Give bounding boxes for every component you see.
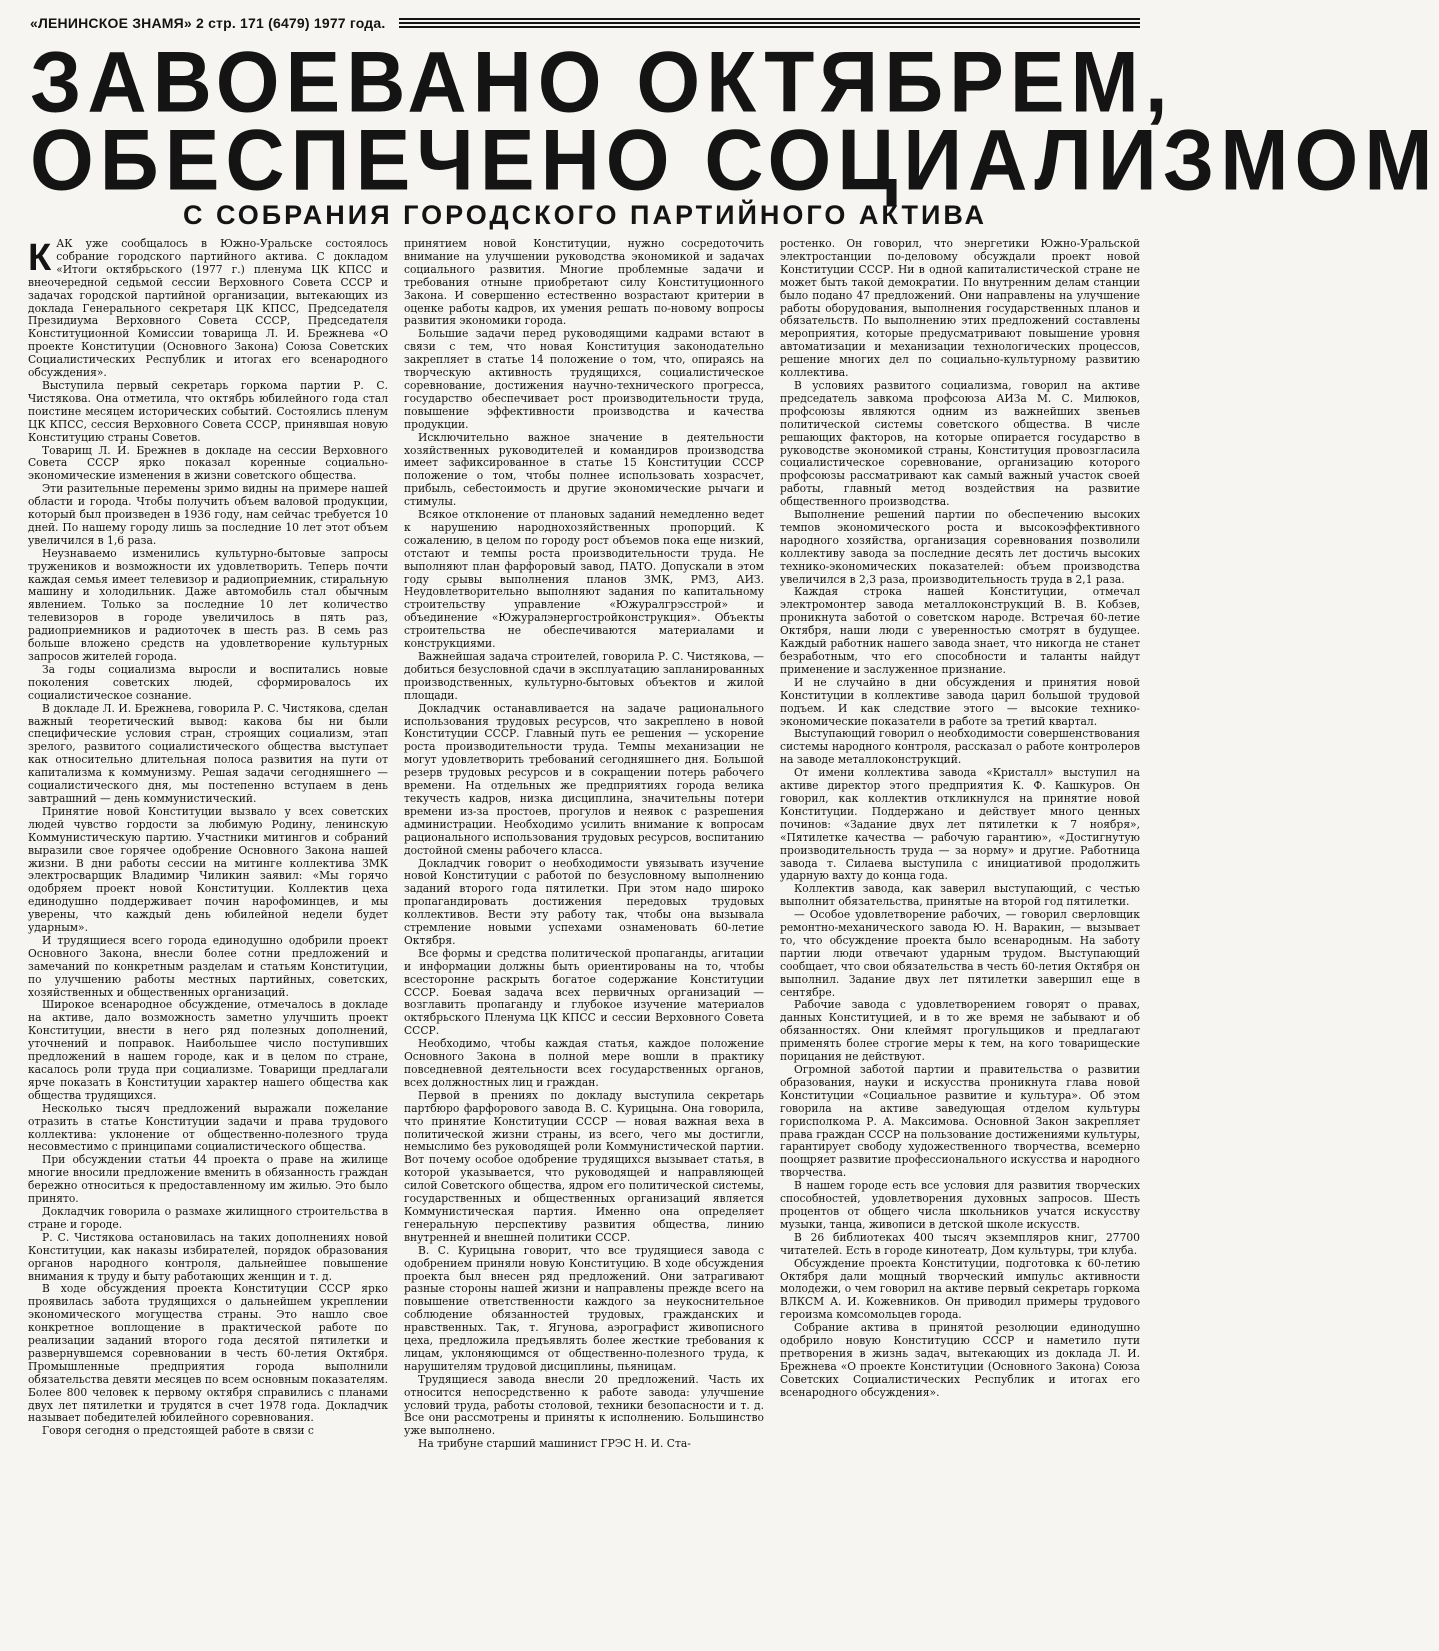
- article-paragraph: Огромной заботой партии и правительства о развитии образования, науки и искусства проникнута глава новой Конституции «Социальное развитие и культура». Об этом говорила на активе заведующая отделом культуры горисполкома Р. А. Максимова. Основной Закон закрепляет права граждан СССР на пользование достижениями культуры, гарантирует свободу художественного творчества, всемерно поощряет развитие профессионального искусства и народного творчества.: [780, 1063, 1140, 1180]
- article-columns: [28, 238, 1140, 1643]
- article-paragraph: принятием новой Конституции, нужно сосредоточить внимание на улучшении руководства экономикой и задачах социального развития. Многие проблемные задачи и требования отныне приобретают силу Конституционного Закона. И совершенно естественно возрастают критерии в оценке работы кадров, их умения решать по-новому вопросы развития экономики города.: [404, 237, 764, 328]
- article-paragraph: Всякое отклонение от плановых заданий немедленно ведет к нарушению народнохозяйственных пропорций. К сожалению, в целом по городу рост объемов пока еще низкий, отстают и темпы роста производительности труда. Не выполняют план фарфоровый завод, ПАТО. Допускали в этом году срывы выполнения планов ЗМК, РМЗ, АИЗ. Неудовлетворительно выполняют задания по капитальному строительству управление «Южуралгрэсстрой» и объединение «Южуралэнергостройконструкция». Объекты строительства не обеспечиваются материалами и конструкциями.: [404, 508, 764, 651]
- article-paragraph: Обсуждение проекта Конституции, подготовка к 60-летию Октября дали мощный творческий импульс активности молодежи, о чем говорил на активе первый секретарь горкома ВЛКСМ А. И. Кожевников. Он приводил примеры трудового героизма комсомольцев города.: [780, 1256, 1140, 1322]
- article-paragraph: Большие задачи перед руководящими кадрами встают в связи с тем, что новая Конституция законодательно закрепляет в статье 14 положение о том, что, опираясь на творческую активность трудящихся, социалистическое соревнование, достижения научно-технического прогресса, государство обеспечивает рост производительности труда, повышение эффективности производства и качества продукции.: [404, 327, 764, 431]
- article-paragraph: Докладчик останавливается на задаче рационального использования трудовых ресурсов, что закреплено в новой Конституции СССР. Главный путь ее решения — ускорение роста производительности труда. Темпы механизации не могут удовлетворить требований сегодняшнего дня. Большой резерв трудовых ресурсов и в сокращении потерь рабочего времени. На отдельных же предприятиях города велика текучесть кадров, низка дисциплина, значительны потери времени из-за простоев, прогулов и неявок с разрешения администрации. Необходимо усилить внимание к вопросам рационального использования трудовых ресурсов, воспитанию достойной смены рабочего класса.: [404, 701, 764, 857]
- headline-line-2: ОБЕСПЕЧЕНО СОЦИАЛИЗМОМ: [30, 112, 1439, 209]
- article-paragraph: Важнейшая задача строителей, говорила Р. С. Чистякова, — добиться безусловной сдачи в эксплуатацию запланированных производственных, культурно-бытовых объектов и жилой площади.: [404, 650, 764, 702]
- article-paragraph: Выступающий говорил о необходимости совершенствования системы народного контроля, рассказал о работе контролеров на заводе металлоконструкций.: [780, 727, 1140, 767]
- article-paragraph: Товарищ Л. И. Брежнев в докладе на сессии Верховного Совета СССР ярко показал коренные социально-экономические изменения в жизни советского общества.: [28, 443, 388, 483]
- article-paragraph: В ходе обсуждения проекта Конституции СССР ярко проявилась забота трудящихся о дальнейшем укреплении экономического могущества страны. Это нашло свое конкретное воплощение в практической работе по реализации заданий второго года десятой пятилетки и развернувшемся соревновании в честь 60-летия Октября. Промышленные предприятия города выполнили обязательства девяти месяцев по всем основным показателям. Более 800 человек к первому октября справились с планами двух лет пятилетки и трудятся в счет 1978 года. Докладчик называет победителей юбилейного соревнования.: [28, 1282, 388, 1425]
- article-paragraph: В условиях развитого социализма, говорил на активе председатель завкома профсоюза АИЗа М. С. Милюков, профсоюзы являются одним из важнейших звеньев политической системы советского общества. В числе решающих факторов, на которые опирается государство в руководстве экономикой страны, Конституция провозгласила социалистическое соревнование, организацию которого профсоюзы рассматривают как самый важный участок своей работы, главный метод воздействия на развитие общественного производства.: [780, 378, 1140, 509]
- masthead: [30, 8, 1140, 38]
- masthead-rule: [399, 18, 1140, 28]
- article-paragraph: На трибуне старший машинист ГРЭС Н. И. Ста-: [418, 1437, 691, 1451]
- article-paragraph: ростенко. Он говорил, что энергетики Южно-Уральской электростанции по-деловому обсуждали проект новой Конституции СССР. Ни в одной капиталистической стране не может быть такой демократии. По внутренним делам станции было подано 47 предложений. Они направлены на улучшение работы оборудования, выполнения государственных планов и обязательств. По выполнению этих предложений составлены мероприятия, которые предусматривают повышение уровня автоматизации и механизации технологических процессов, решение многих дел по социально-культурному развитию коллектива.: [780, 237, 1140, 380]
- article-paragraph: Необходимо, чтобы каждая статья, каждое положение Основного Закона в полной мере вошли в практику повседневной деятельности всех государственных органов, всех должностных лиц и граждан.: [404, 1037, 764, 1089]
- article-paragraph: Исключительно важное значение в деятельности хозяйственных руководителей и командиров производства имеет зафиксированное в статье 15 Конституции СССР положение о том, чтобы полнее использовать хозрасчет, прибыль, себестоимость и другие экономические рычаги и стимулы.: [404, 430, 764, 509]
- article-paragraph: Первой в прениях по докладу выступила секретарь партбюро фарфорового завода В. С. Курицына. Она говорила, что принятие Конституции СССР — новая важная веха в политической жизни страны, из всего, чего мы достигли, немыслимо без руководящей роли Коммунистической партии. Вот почему особое одобрение трудящихся вызывает статья, в которой указывается, что руководящей и направляющей силой Советского общества, ядром его политической системы, государственных и общественных организаций является Коммунистическая партия. Именно она определяет генеральную перспективу развития общества, линию внутренней и внешней политики СССР.: [404, 1088, 764, 1244]
- article-paragraph: За годы социализма выросли и воспитались новые поколения советских людей, сформировалось их социалистическое сознание.: [28, 662, 388, 702]
- article-paragraph: И трудящиеся всего города единодушно одобрили проект Основного Закона, внесли более сотни предложений и замечаний по конкретным разделам и статьям Конституции, по улучшению работы местных партийных, советских, хозяйственных и общественных организаций.: [28, 933, 388, 999]
- article-paragraph: — Особое удовлетворение рабочих, — говорил сверловщик ремонтно-механического завода Ю. Н. Варакин, — вызывает то, что обсуждение проекта было всенародным. На заботу партии люди отвечают ударным трудом. Выступающий сообщает, что свои обязательства в честь 60-летия Октября он выполнил. Задание двух лет пятилетки завершил еще в сентябре.: [780, 908, 1140, 999]
- article-paragraph: Принятие новой Конституции вызвало у всех советских людей чувство гордости за любимую Родину, ленинскую Коммунистическую партию. Участники митингов и собраний выразили свое горячее одобрение Основного Закона нашей жизни. В дни работы сессии на митинге коллектива ЗМК электросварщик Владимир Чиликин заявил: «Мы горячо одобряем проект новой Конституции. Коллектив цеха единодушно поддерживает почин нарофоминцев, и мы уверены, что каждый день юбилейной недели будет ударным».: [28, 804, 388, 935]
- article-paragraph: И не случайно в дни обсуждения и принятия новой Конституции в коллективе завода царил большой трудовой подъем. И как следствие этого — высокие технико-экономические показатели в работе за третий квартал.: [780, 675, 1140, 728]
- article-paragraph: Выступила первый секретарь горкома партии Р. С. Чистякова. Она отметила, что октябрь юбилейного года стал поистине месяцем исторических событий. Состоялись пленум ЦК КПСС, сессия Верховного Совета СССР, принявшая новую Конституцию страны Советов.: [28, 378, 388, 444]
- article-paragraph: От имени коллектива завода «Кристалл» выступил на активе директор этого предприятия К. Ф. Кашкуров. Он говорил, как коллектив откликнулся на принятие новой Конституции. Поддержано и действует много ценных починов: «Задание двух лет пятилетки к 7 ноября», «Пятилетке качества — рабочую гарантию», «Достигнутую производительность труда — за норму» и другие. Работница завода т. Силаева выступила с инициативой продолжить ударную вахту до конца года.: [780, 766, 1140, 883]
- article-column-2: [404, 238, 764, 1643]
- article-paragraph: Докладчик говорила о размахе жилищного строительства в стране и городе.: [28, 1204, 388, 1231]
- article-paragraph: В 26 библиотеках 400 тысяч экземпляров книг, 27700 читателей. Есть в городе кинотеатр, Дом культуры, три клуба.: [780, 1230, 1140, 1257]
- article-paragraph: Собрание актива в принятой резолюции единодушно одобрило новую Конституцию СССР и наметило пути претворения в жизнь задач, вытекающих из доклада Л. И. Брежнева «О проекте Конституции (Основного Закона) Союза Советских Социалистических Республик и итогах его всенародного обсуждения».: [780, 1321, 1140, 1399]
- masthead-text: «ЛЕНИНСКОЕ ЗНАМЯ» 2 стр. 171 (6479) 1977 года.: [30, 15, 386, 31]
- article-paragraph: Неузнаваемо изменились культурно-бытовые запросы тружеников и возможности их удовлетворить. Теперь почти каждая семья имеет телевизор и радиоприемник, стиральную машину и холодильник. Даже автомобиль стал обычным явлением. Только за последние 10 лет количество телевизоров в городе увеличилось в пять раз, радиоприемников и радиоточек в шесть раз. В семь раз больше вложено средств на удовлетворение культурных запросов жителей города.: [28, 546, 388, 663]
- article-paragraph: В нашем городе есть все условия для развития творческих способностей, удовлетворения духовных запросов. Шесть процентов от общего числа школьников учатся искусству музыки, танца, живописи в детской школе искусств.: [780, 1179, 1140, 1231]
- article-paragraph: Коллектив завода, как заверил выступающий, с честью выполнит обязательства, принятые на второй год пятилетки.: [780, 882, 1140, 909]
- article-paragraph: В докладе Л. И. Брежнева, говорила Р. С. Чистякова, сделан важный теоретический вывод: какова бы ни были специфические условия стран, строящих социализм, этап зрелого, развитого социалистического общества выступает как относительно длительная полоса развития на пути от капитализма к коммунизму. Решая задачи сегодняшнего — социалистического дня, мы постепенно вступаем в день завтрашний — день коммунистический.: [28, 701, 388, 805]
- article-paragraph: Широкое всенародное обсуждение, отмечалось в докладе на активе, дало возможность заметно улучшить проект Конституции, внести в него ряд полезных дополнений, уточнений и поправок. Наибольшее число поступивших предложений в нашем городе, как и в целом по стране, касалось роли труда при социализме. Товарищи предлагали ярче показать в Конституции характер нашего общества как общества трудящихся.: [28, 998, 388, 1102]
- article-paragraph: Говоря сегодня о предстоящей работе в связи с: [42, 1424, 314, 1438]
- article-paragraph: Несколько тысяч предложений выражали пожелание отразить в статье Конституции задачи и права трудового коллектива: уклонение от общественно-полезного труда несовместимо с принципами социалистического общества.: [28, 1101, 388, 1154]
- article-paragraph: Все формы и средства политической пропаганды, агитации и информации должны быть ориентированы на то, чтобы всесторонне раскрыть богатое содержание Конституции СССР. Боевая задача всех первичных организаций — возглавить пропаганду и глубокое изучение материалов октябрьского Пленума ЦК КПСС и сессии Верховного Совета СССР.: [404, 946, 764, 1038]
- article-paragraph: Рабочие завода с удовлетворением говорят о правах, данных Конституцией, и в то же время не забывают и об обязанностях. Они клеймят прогульщиков и предлагают применять более строгие меры к тем, на кого товарищеские порицания не действуют.: [780, 998, 1140, 1064]
- article-column-1: [28, 238, 388, 1643]
- article-paragraph: Выполнение решений партии по обеспечению высоких темпов экономического роста и высокоэффективного народного хозяйства, организация соревнования позволили коллективу завода за последние десять лет достичь высоких технико-экономических показателей: объем производства увеличился в 2,3 раза, производительность труда в 2,1 раза.: [780, 508, 1140, 586]
- article-paragraph: Каждая строка нашей Конституции, отмечал электромонтер завода металлоконструкций В. В. Кобзев, проникнута заботой о советском народе. Встречая 60-летие Октября, наши люди с уверенностью смотрят в будущее. Каждый работник нашего завода знает, что никогда не станет безработным, что его способности и таланты найдут применение и заслуженное признание.: [780, 585, 1140, 676]
- paragraph-text: АК уже сообщалось в Южно-Уральске состоялось собрание городского партийного актива. С докладом «Итоги октябрьского (1977 г.) пленума ЦК КПСС и внеочередной седьмой сессии Верховного Совета СССР и задачах городской партийной организации, вытекающих из доклада Генерального секретаря ЦК КПСС, Председателя Президиума Верховного Совета СССР, Председателя Конституционной Комиссии товарища Л. И. Брежнева «О проекте Конституции (Основного Закона) Союза Советских Социалистических Республик и итогах его всенародного обсуждения».: [28, 237, 388, 380]
- article-paragraph: Докладчик говорит о необходимости увязывать изучение новой Конституции с работой по безусловному выполнению заданий второго года пятилетки. При этом надо широко пропагандировать достижения передовых трудовых коллективов. Вести эту работу так, чтобы она вызывала стремление новыми успехами ознаменовать 60-летие Октября.: [404, 856, 764, 947]
- article-paragraph: В. С. Курицына говорит, что все трудящиеся завода с одобрением приняли новую Конституцию. В ходе обсуждения проекта был внесен ряд предложений. Они затрагивают разные стороны нашей жизни и направлены прежде всего на повышение ответственности каждого за неукоснительное соблюдение обязанностей трудовых, гражданских и нравственных. Так, т. Ягунова, аэрографист живописного цеха, предложила предъявлять более жесткие требования к лицам, уклоняющимся от общественно-полезного труда, к нарушителям трудовой дисциплины, пьяницам.: [404, 1243, 764, 1373]
- article-paragraph: [28, 238, 388, 380]
- article-column-3: [780, 238, 1140, 1643]
- article-paragraph: Р. С. Чистякова остановилась на таких дополнениях новой Конституции, как наказы избирателей, порядок образования органов народного контроля, дальнейшее повышение внимания к труду и быту работающих женщин и т. д.: [28, 1230, 388, 1283]
- headline-line-1: ЗАВОЕВАНО ОКТЯБРЕМ,: [30, 34, 1174, 131]
- article-paragraph: При обсуждении статьи 44 проекта о праве на жилище многие вносили предложение вменить в обязанность граждан бережно относиться к предоставленному им жилью. Это было принято.: [28, 1153, 388, 1206]
- subheadline: С СОБРАНИЯ ГОРОДСКОГО ПАРТИЙНОГО АКТИВА: [182, 200, 988, 230]
- drop-cap: К: [28, 237, 52, 279]
- article-paragraph: Трудящиеся завода внесли 20 предложений. Часть их относится непосредственно к работе завода: улучшение условий труда, работы столовой, техники безопасности и т. д. Все они рассмотрены и приняты к исполнению. Большинство уже выполнено.: [404, 1372, 764, 1438]
- article-paragraph: Эти разительные перемены зримо видны на примере нашей области и города. Чтобы получить объем валовой продукции, который был произведен в 1936 году, нам сейчас требуется 10 дней. По нашему городу лишь за последние 10 лет этот объем увеличился в 1,6 раза.: [28, 482, 388, 547]
